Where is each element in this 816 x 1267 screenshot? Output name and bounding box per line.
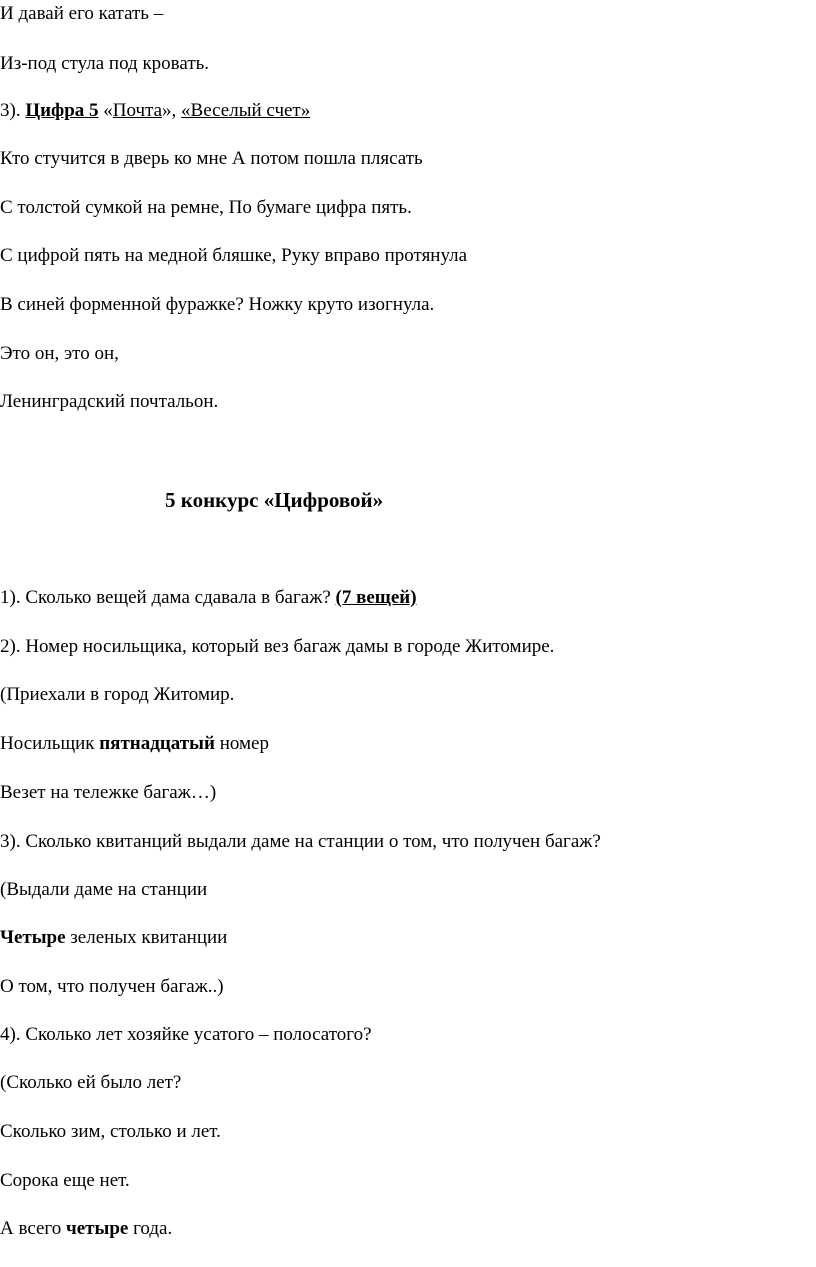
question-3: 3). Сколько квитанций выдали даме на станции о том, что получен багаж? bbox=[0, 831, 601, 852]
poem-line bbox=[0, 1217, 172, 1241]
pochta-link[interactable]: Почта bbox=[112, 100, 163, 121]
poem-line: Везет на тележке багаж…) bbox=[0, 782, 217, 803]
item-3-line bbox=[0, 99, 310, 123]
poem-line: Сколько зим, столько и лет. bbox=[0, 1121, 221, 1142]
veselyj-schet-link[interactable]: «Веселый счет» bbox=[181, 100, 311, 121]
item-3-sep2: », bbox=[162, 100, 182, 121]
question-1 bbox=[0, 586, 417, 610]
poem-line: С цифрой пять на медной бляшке, Руку вправо протянула bbox=[0, 245, 468, 266]
bold-answer: Четыре bbox=[0, 927, 66, 948]
poem-line: Ленинградский почтальон. bbox=[0, 391, 219, 412]
poem-line: В синей форменной фуражке? Ножку круто изогнула. bbox=[0, 294, 435, 315]
text-fragment: номер bbox=[214, 733, 269, 754]
question-1-text: 1). Сколько вещей дама сдавала в багаж? bbox=[0, 587, 336, 608]
poem-line bbox=[0, 926, 227, 950]
poem-line: Кто стучится в дверь ко мне А потом пошла плясать bbox=[0, 148, 423, 169]
text-fragment: года. bbox=[128, 1218, 173, 1239]
item-3-prefix: 3). bbox=[0, 100, 26, 121]
poem-line: Это он, это он, bbox=[0, 343, 119, 364]
poem-line: (Выдали даме на станции bbox=[0, 879, 208, 900]
question-2: 2). Номер носильщика, который вез багаж дамы в городе Житомире. bbox=[0, 636, 555, 657]
poem-line: С толстой сумкой на ремне, По бумаге цифра пять. bbox=[0, 197, 412, 218]
poem-line: Сорока еще нет. bbox=[0, 1170, 130, 1191]
item-3-title: Цифра 5 bbox=[25, 100, 99, 121]
text-fragment: зеленых квитанции bbox=[65, 927, 228, 948]
question-1-answer: (7 вещей) bbox=[335, 587, 417, 608]
poem-line: О том, что получен багаж..) bbox=[0, 976, 224, 997]
bold-answer: четыре bbox=[66, 1218, 129, 1239]
poem-line: (Приехали в город Житомир. bbox=[0, 684, 235, 705]
poem-line: (Сколько ей было лет? bbox=[0, 1072, 182, 1093]
poem-line: Из-под стула под кровать. bbox=[0, 53, 210, 74]
section-heading: 5 конкурс «Цифровой» bbox=[165, 488, 384, 512]
poem-line: И давай его катать – bbox=[0, 3, 164, 24]
question-4: 4). Сколько лет хозяйке усатого – полосатого? bbox=[0, 1024, 372, 1045]
text-fragment: А всего bbox=[0, 1218, 66, 1239]
text-fragment: Носильщик bbox=[0, 733, 100, 754]
item-3-sep1: « bbox=[98, 100, 113, 121]
poem-line bbox=[0, 732, 269, 756]
bold-answer: пятнадцатый bbox=[99, 733, 215, 754]
